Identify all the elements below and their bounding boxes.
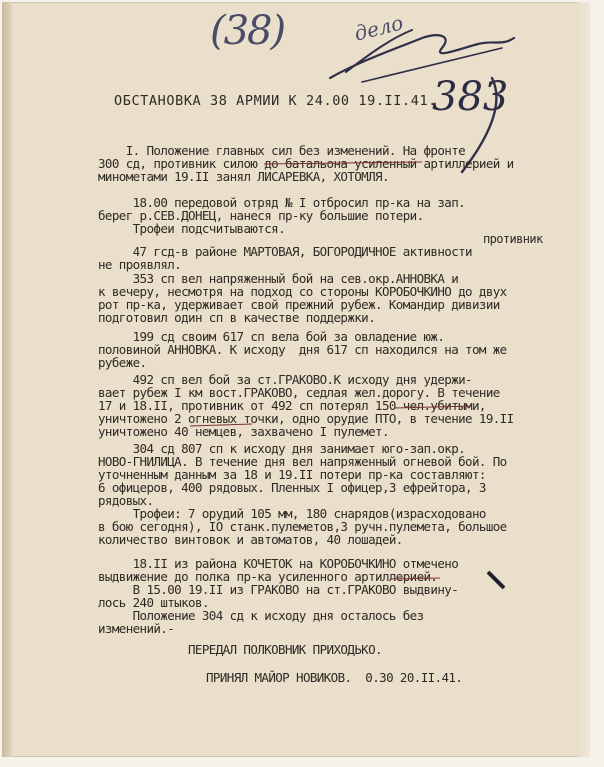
paragraph-199-sd: 199 сд своим 617 сп вела бой за овладение юж. половиной АННОВКА. К исходу дня 617 сп находился на том же рубеже. bbox=[98, 329, 507, 370]
handwritten-page-number: 383 bbox=[432, 74, 509, 120]
paragraph-304-sd: 304 сд 807 сп к исходу дня занимает юго-зап.окр. НОВО-ГНИЛИЦА. В течение дня вел напряженный огневой бой. По уточненным данным за 18 и 19.II потери пр-ка составляют: 6 офицеров, 400 рядовых. Пленных I офицер,3 ефрейтора, 3 рядовых. Трофеи: 7 орудий 105 мм, 180 снарядов(израсходовано в бою сегодня), IO станк.пулеметов,3 ручн.пулемета, большое количество винтовок и автоматов, 40 лошадей. bbox=[98, 441, 507, 547]
handwritten-typed-insert: противник bbox=[483, 232, 543, 246]
handwritten-note: дело bbox=[351, 10, 406, 46]
page-edge bbox=[578, 2, 590, 757]
paragraph-main-forces: I. Положение главных сил без изменений. На фронте 300 сд, противник силою до батальона усиленный артиллерией и минометами 19.II занял ЛИСАРЕВКА, ХОТОМЛЯ. bbox=[98, 143, 514, 184]
binding-edge bbox=[2, 2, 12, 757]
paragraph-353-sp: 353 сп вел напряженный бой на сев.окр.АННОВКА и к вечеру, несмотря на подход со стороны КОРОБОЧКИНО до двух рот пр-ка, удерживает свой прежний рубеж. Командир дивизии подготовил один сп в качестве поддержки. bbox=[98, 271, 507, 325]
transmitted-by: ПЕРЕДАЛ ПОЛКОВНИК ПРИХОДЬКО. bbox=[188, 642, 382, 657]
received-by: ПРИНЯЛ МАЙОР НОВИКОВ. 0.30 20.II.41. bbox=[206, 670, 463, 685]
paragraph-492-sp: 492 сп вел бой за ст.ГРАКОВО.К исходу дня удержи- вает рубеж I км вост.ГРАКОВО, седлая жел.дорогу. В течение 17 и 18.II, противник от 492 сп потерял 150 чел.убитыми, уничтожено 2 огневых точки, одно орудие ПТО, в течение 19.II уничтожено 40 немцев, захвачено I пулемет. bbox=[98, 372, 514, 439]
paragraph-enemy-movement: 18.II из района КОЧЕТОК на КОРОБОЧКИНО отмечено выдвижение до полка пр-ка усиленного артиллерией. В 15.00 19.II из ГРАКОВО на ст.ГРАКОВО выдвину- лось 240 штыков. Положение 304 сд к исходу дня осталось без изменений.- bbox=[98, 556, 459, 636]
document-page bbox=[2, 2, 590, 757]
document-title: ОБСТАНОВКА 38 АРМИИ К 24.00 19.II.41. bbox=[114, 93, 437, 109]
paragraph-47-gsd: 47 гсд-в районе МАРТОВАЯ, БОГОРОДИЧНОЕ активности не проявлял. bbox=[98, 244, 472, 272]
handwritten-circled-number: (38) bbox=[210, 8, 285, 54]
paragraph-forward-detachment: 18.00 передовой отряд № I отбросил пр-ка на зап. берег р.СЕВ.ДОНЕЦ, нанеся пр-ку большие потери. Трофеи подсчитываются. bbox=[98, 195, 466, 236]
